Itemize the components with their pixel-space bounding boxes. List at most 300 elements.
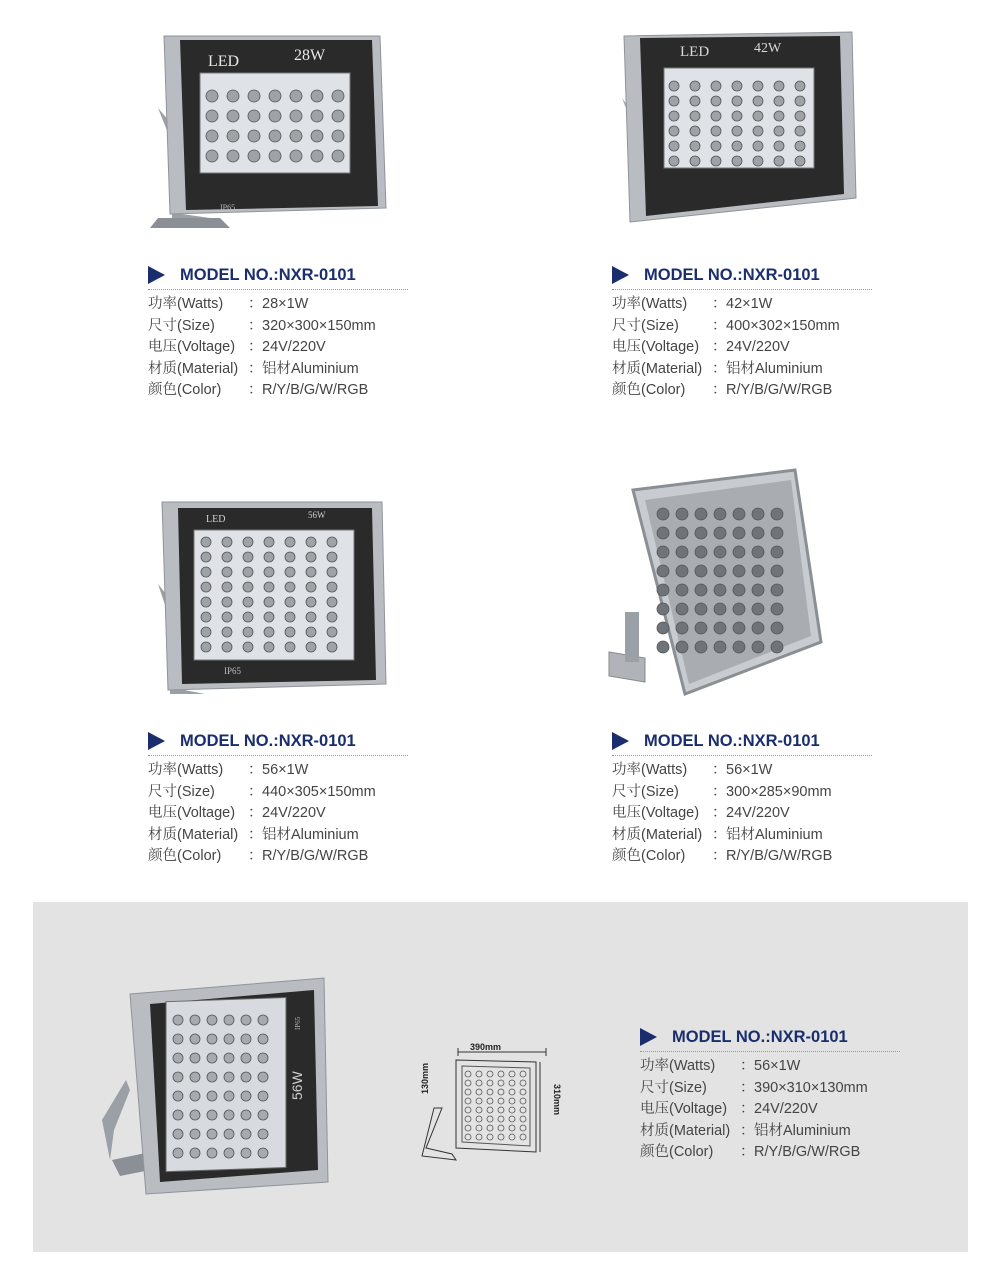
led-chip-icon [311,130,323,142]
led-label: LED [206,514,226,525]
led-chip-icon [207,1053,217,1063]
led-chip-icon [711,141,721,151]
led-chip-icon [476,1134,482,1140]
led-chip-icon [774,81,784,91]
led-chip-icon [258,1015,268,1025]
led-chip-icon [243,612,253,622]
led-chip-icon [498,1107,504,1113]
led-chip-icon [190,1034,200,1044]
spec-row-voltage: 电压(Voltage) ： 24V/220V [148,339,326,355]
led-chip-icon [264,642,274,652]
play-arrow-icon [148,266,165,284]
product-3-photo [150,494,390,709]
product-4-specs [612,730,872,868]
led-chip-icon [206,130,218,142]
led-chip-icon [669,156,679,166]
led-chip-icon [224,1072,234,1082]
spec-row-voltage: 电压(Voltage) ： 24V/220V [612,805,790,821]
led-chip-icon [290,110,302,122]
led-chip-icon [733,527,745,539]
led-chip-icon [311,150,323,162]
led-chip-icon [487,1134,493,1140]
led-chip-icon [476,1098,482,1104]
led-chip-icon [243,642,253,652]
spec-row-color: 颜色(Color) ： R/Y/B/G/W/RGB [148,382,369,398]
led-chip-icon [498,1098,504,1104]
led-chip-icon [264,552,274,562]
led-chip-icon [306,597,316,607]
led-chip-icon [714,546,726,558]
spec-row-size: 尺寸(Size) ： 300×285×90mm [612,783,832,800]
led-chip-icon [657,584,669,596]
led-chip-icon [520,1125,526,1131]
led-chip-icon [201,567,211,577]
led-chip-icon [206,110,218,122]
led-chip-icon [206,90,218,102]
led-chip-icon [264,612,274,622]
dim-depth-label: 130mm [420,1062,430,1094]
led-chip-icon [201,537,211,547]
led-chip-icon [695,641,707,653]
led-chip-icon [190,1129,200,1139]
led-chip-icon [264,567,274,577]
led-chip-icon [207,1148,217,1158]
led-chip-icon [222,537,232,547]
led-chip-icon [264,597,274,607]
led-chip-icon [306,612,316,622]
model-number: MODEL NO.:NXR-0101 [644,731,820,750]
led-chip-icon [332,150,344,162]
led-chip-icon [498,1071,504,1077]
led-chip-icon [243,627,253,637]
led-chip-icon [695,508,707,520]
led-chip-icon [509,1125,515,1131]
led-chip-icon [690,96,700,106]
led-chip-icon [243,537,253,547]
led-chip-icon [258,1110,268,1120]
spec-row-size: 尺寸(Size) ： 400×302×150mm [612,317,840,334]
led-chip-icon [248,110,260,122]
led-chip-icon [285,627,295,637]
led-chip-icon [695,527,707,539]
led-chip-icon [285,537,295,547]
product-2-photo [612,28,862,233]
led-chip-icon [733,508,745,520]
led-chip-icon [327,597,337,607]
led-chip-icon [465,1080,471,1086]
led-chip-icon [258,1072,268,1082]
led-chip-icon [771,508,783,520]
led-chip-icon [676,603,688,615]
led-chip-icon [498,1116,504,1122]
led-chip-icon [753,81,763,91]
led-chip-icon [520,1134,526,1140]
spec-row-material: 材质(Material) ： 铝材Aluminium [612,360,823,377]
led-chip-icon [173,1072,183,1082]
led-chip-icon [695,565,707,577]
led-chip-icon [173,1110,183,1120]
led-chip-icon [509,1089,515,1095]
spec-row-color: 颜色(Color) ： R/Y/B/G/W/RGB [640,1144,861,1160]
led-chip-icon [173,1034,183,1044]
led-chip-icon [498,1089,504,1095]
led-chip-icon [311,110,323,122]
led-chip-icon [771,565,783,577]
product-5-photo [100,970,340,1215]
led-chip-icon [520,1107,526,1113]
led-chip-icon [520,1089,526,1095]
model-number: MODEL NO.:NXR-0101 [180,731,356,750]
led-chip-icon [201,597,211,607]
led-chip-icon [711,81,721,91]
product-5-dimension-drawing [412,1038,572,1173]
model-number: MODEL NO.:NXR-0101 [180,265,356,284]
dim-width-label: 390mm [470,1042,502,1052]
led-chip-icon [752,527,764,539]
led-chip-icon [690,111,700,121]
led-chip-icon [269,90,281,102]
led-chip-icon [327,567,337,577]
led-chip-icon [465,1125,471,1131]
led-chip-icon [243,552,253,562]
led-chip-icon [207,1072,217,1082]
led-chip-icon [714,508,726,520]
led-chip-icon [269,110,281,122]
model-number: MODEL NO.:NXR-0101 [644,265,820,284]
led-chip-icon [669,96,679,106]
led-chip-icon [241,1072,251,1082]
led-chip-icon [227,110,239,122]
led-chip-icon [771,546,783,558]
led-chip-icon [695,584,707,596]
led-chip-icon [476,1107,482,1113]
product-5-specs [640,1026,900,1164]
led-chip-icon [201,642,211,652]
led-chip-icon [248,90,260,102]
product-4-photo [605,462,825,707]
led-chip-icon [714,527,726,539]
led-chip-icon [465,1089,471,1095]
watt-label: 42W [754,41,782,56]
led-chip-icon [264,537,274,547]
led-chip-icon [795,141,805,151]
led-chip-icon [241,1015,251,1025]
led-chip-icon [733,565,745,577]
led-chip-icon [753,96,763,106]
led-chip-icon [509,1098,515,1104]
led-chip-icon [752,508,764,520]
led-chip-icon [732,96,742,106]
led-chip-icon [753,141,763,151]
led-chip-icon [669,81,679,91]
led-chip-icon [465,1116,471,1122]
led-chip-icon [332,90,344,102]
led-chip-icon [509,1116,515,1122]
led-chip-icon [327,537,337,547]
led-chip-icon [258,1148,268,1158]
led-chip-icon [676,622,688,634]
led-chip-icon [241,1148,251,1158]
led-chip-icon [222,627,232,637]
led-chip-icon [509,1134,515,1140]
led-chip-icon [332,130,344,142]
led-chip-icon [732,81,742,91]
led-chip-icon [248,130,260,142]
led-chip-icon [676,546,688,558]
led-chip-icon [190,1015,200,1025]
led-chip-icon [224,1053,234,1063]
led-chip-icon [476,1125,482,1131]
led-chip-icon [327,552,337,562]
led-chip-icon [498,1134,504,1140]
led-chip-icon [690,126,700,136]
led-chip-icon [695,622,707,634]
spec-row-watts: 功率(Watts) ： 56×1W [148,762,309,778]
spec-row-material: 材质(Material) ： 铝材Aluminium [148,826,359,843]
led-chip-icon [771,603,783,615]
led-chip-icon [476,1080,482,1086]
led-chip-icon [201,627,211,637]
led-chip-icon [227,150,239,162]
led-chip-icon [657,565,669,577]
led-chip-icon [711,156,721,166]
led-chip-icon [248,150,260,162]
led-chip-icon [327,642,337,652]
led-chip-icon [285,642,295,652]
led-chip-icon [733,622,745,634]
led-chip-icon [774,156,784,166]
led-chip-icon [695,546,707,558]
led-chip-icon [690,141,700,151]
led-chip-icon [753,126,763,136]
led-chip-icon [243,582,253,592]
led-chip-icon [476,1116,482,1122]
led-chip-icon [465,1098,471,1104]
led-chip-icon [732,141,742,151]
led-chip-icon [269,130,281,142]
led-chip-icon [520,1071,526,1077]
led-chip-icon [695,603,707,615]
led-chip-icon [690,81,700,91]
ip-label: IP65 [294,1016,302,1030]
led-chip-icon [207,1129,217,1139]
model-heading [148,264,408,290]
led-chip-icon [487,1116,493,1122]
led-chip-icon [498,1080,504,1086]
led-chip-icon [795,111,805,121]
led-chip-icon [201,612,211,622]
play-arrow-icon [640,1028,657,1046]
led-chip-icon [733,641,745,653]
led-chip-icon [487,1107,493,1113]
led-chip-icon [285,552,295,562]
led-chip-icon [676,508,688,520]
led-chip-icon [465,1071,471,1077]
led-chip-icon [753,111,763,121]
led-chip-icon [222,582,232,592]
led-chip-icon [207,1015,217,1025]
led-chip-icon [714,622,726,634]
watt-label: 28W [294,47,326,64]
model-number: MODEL NO.:NXR-0101 [672,1027,848,1046]
led-chip-icon [207,1034,217,1044]
led-chip-icon [306,552,316,562]
led-chip-icon [733,546,745,558]
led-chip-icon [732,156,742,166]
led-chip-icon [732,111,742,121]
led-chip-icon [269,150,281,162]
led-chip-icon [657,622,669,634]
watt-label: 56W [308,510,326,520]
spec-row-material: 材质(Material) ： 铝材Aluminium [640,1122,851,1139]
led-chip-icon [714,603,726,615]
led-chip-icon [753,156,763,166]
led-chip-icon [285,612,295,622]
led-chip-icon [224,1034,234,1044]
led-chip-icon [241,1129,251,1139]
led-chip-icon [173,1129,183,1139]
led-chip-icon [752,603,764,615]
led-chip-icon [190,1091,200,1101]
led-label: LED [208,53,240,70]
led-chip-icon [222,597,232,607]
led-chip-icon [676,584,688,596]
ip-label: IP65 [224,666,242,676]
led-chip-icon [306,582,316,592]
led-chip-icon [227,130,239,142]
led-chip-icon [258,1053,268,1063]
play-arrow-icon [148,732,165,750]
spec-row-watts: 功率(Watts) ： 28×1W [148,296,309,312]
led-chip-icon [714,641,726,653]
led-chip-icon [306,537,316,547]
led-chip-icon [669,141,679,151]
led-chip-icon [657,527,669,539]
led-chip-icon [327,627,337,637]
led-label: LED [680,44,710,60]
led-chip-icon [207,1110,217,1120]
led-chip-icon [509,1071,515,1077]
model-heading [612,730,872,756]
led-chip-icon [190,1148,200,1158]
spec-row-voltage: 电压(Voltage) ： 24V/220V [612,339,790,355]
led-chip-icon [520,1080,526,1086]
led-chip-icon [290,150,302,162]
product-1-specs [148,264,408,402]
led-chip-icon [241,1053,251,1063]
model-heading [612,264,872,290]
led-chip-icon [264,627,274,637]
spec-row-size: 尺寸(Size) ： 390×310×130mm [640,1079,868,1096]
led-chip-icon [173,1091,183,1101]
spec-row-watts: 功率(Watts) ： 56×1W [640,1058,801,1074]
led-chip-icon [771,527,783,539]
led-chip-icon [520,1098,526,1104]
led-chip-icon [487,1080,493,1086]
led-chip-icon [285,567,295,577]
led-chip-icon [733,584,745,596]
led-chip-icon [669,111,679,121]
led-chip-icon [714,565,726,577]
led-chip-icon [290,90,302,102]
dim-height-label: 310mm [552,1084,562,1116]
led-chip-icon [774,111,784,121]
led-chip-icon [241,1091,251,1101]
led-chip-icon [795,81,805,91]
led-chip-icon [290,130,302,142]
model-heading [640,1026,900,1052]
led-chip-icon [465,1107,471,1113]
led-chip-icon [752,641,764,653]
led-chip-icon [258,1034,268,1044]
led-chip-icon [173,1148,183,1158]
led-chip-icon [774,141,784,151]
led-chip-icon [207,1091,217,1101]
led-chip-icon [258,1091,268,1101]
spec-row-material: 材质(Material) ： 铝材Aluminium [612,826,823,843]
spec-row-size: 尺寸(Size) ： 320×300×150mm [148,317,376,334]
led-chip-icon [498,1125,504,1131]
model-heading [148,730,408,756]
led-chip-icon [487,1125,493,1131]
led-chip-icon [752,546,764,558]
led-chip-icon [752,584,764,596]
led-chip-icon [224,1015,234,1025]
led-chip-icon [714,584,726,596]
product-3-specs [148,730,408,868]
led-chip-icon [306,627,316,637]
led-chip-icon [311,90,323,102]
led-chip-icon [285,582,295,592]
led-chip-icon [332,110,344,122]
led-chip-icon [711,96,721,106]
led-chip-icon [465,1134,471,1140]
spec-row-color: 颜色(Color) ： R/Y/B/G/W/RGB [612,848,833,864]
led-chip-icon [732,126,742,136]
led-chip-icon [711,126,721,136]
led-chip-icon [676,641,688,653]
led-chip-icon [774,96,784,106]
led-chip-icon [711,111,721,121]
led-chip-icon [795,156,805,166]
led-chip-icon [224,1129,234,1139]
ip-label: IP65 [220,203,236,212]
spec-row-color: 颜色(Color) ： R/Y/B/G/W/RGB [612,382,833,398]
led-chip-icon [795,96,805,106]
led-chip-icon [327,582,337,592]
led-chip-icon [476,1089,482,1095]
led-chip-icon [771,622,783,634]
led-chip-icon [487,1098,493,1104]
led-chip-icon [327,612,337,622]
led-chip-icon [190,1110,200,1120]
led-chip-icon [285,597,295,607]
led-chip-icon [487,1089,493,1095]
spec-row-watts: 功率(Watts) ： 56×1W [612,762,773,778]
spec-row-voltage: 电压(Voltage) ： 24V/220V [148,805,326,821]
led-chip-icon [201,582,211,592]
spec-row-voltage: 电压(Voltage) ： 24V/220V [640,1101,818,1117]
led-chip-icon [509,1080,515,1086]
led-chip-icon [771,641,783,653]
led-chip-icon [173,1053,183,1063]
led-chip-icon [676,527,688,539]
led-chip-icon [657,508,669,520]
led-chip-icon [774,126,784,136]
led-chip-icon [657,546,669,558]
led-chip-icon [222,567,232,577]
led-chip-icon [676,565,688,577]
